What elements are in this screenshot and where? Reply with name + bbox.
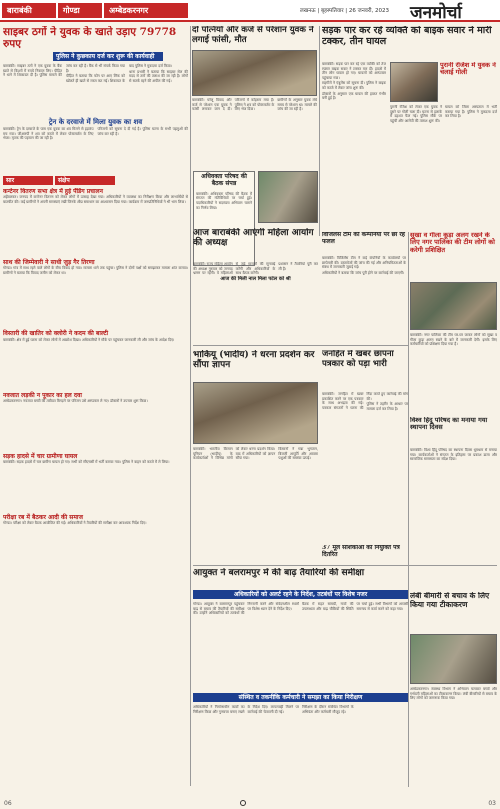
story-accident-headline: सड़क पार कर रहे व्यक्ति को बाइक सवार ने मारी टक्कर, तीन घायल xyxy=(322,26,492,47)
brief-1-title: कन्‍टेनर वितरण सभा क्षेत्र में हुई पेंडिंग प्रचालन xyxy=(3,188,103,195)
women-commission-sub xyxy=(193,276,318,282)
appointment-story xyxy=(322,545,408,567)
column-divider xyxy=(319,26,320,236)
lead-headline: साइबर ठगों ने युवक के खाते उड़ाए 79778 रुपए xyxy=(3,26,177,51)
waste-story xyxy=(410,232,497,282)
protest-body: बाराबंकी। भारतीय किसान यूनियन (भादीय) के कार्यकर्ताओं ने विभिन्न मांगों को लेकर धरना प्रदर्शन किया। बाद में अधिकारियों को ज्ञापन सौंपा गया। किसानों ने गन्ना भुगतान, बिजली आपूर्ति और आवारा पशुओं की समस्या उठाई। xyxy=(193,447,318,461)
row-divider xyxy=(193,565,497,566)
flood-review-headline: आयुक्त ने बलरामपुर में की बाढ़ तैयारियों की समीक्षा xyxy=(193,568,365,578)
vaccination-body: अम्बेडकरनगर। स्वास्थ्य विभाग ने अभियान चलाकर बच्चों और गर्भवती महिलाओं का टीकाकरण किया। लंबी बीमारियों से बचाव के लिए लोगों को जागरूक किया गया। xyxy=(410,687,497,701)
story-shooting xyxy=(440,62,497,102)
masthead xyxy=(0,0,500,22)
district-tab-ambedkarnagar[interactable]: अम्बेडकरनगर xyxy=(104,3,188,18)
waste-photo xyxy=(410,282,497,330)
page-number-right: 03 xyxy=(488,800,496,807)
brief-6-title: परीक्षा रब में बैठकर आदी की समाज xyxy=(3,513,83,521)
brief-2-title: साथ की जिम्मेवारी ने साधी जुड़ गैर तिरणा xyxy=(3,259,95,267)
journalist-headline: जनहित में खबर छापना पत्रकार को पड़ा भारी xyxy=(322,350,394,369)
waste-headline: सूखा व गीला कूड़ा अलग रखने के लिए नगर पालिका की टीम लोगों को करेगी प्रशिक्षित xyxy=(410,232,495,254)
brief-1-body: अहेंबलकर। जनपद में कन्टेनर वितरण को लेकर लोगों में उत्साह देखा गया। अधिकारियों ने व्यवस्था का निरीक्षण किया और लाभार्थियों से बातचीत की। कई ग्रामीणों ने अपनी समस्याएं रखीं जिनके शीघ्र समाधान का आश्वासन दिया गया। कार्यक्रम में जनप्रतिनिधियों ने भी भाग लिया। xyxy=(3,195,188,204)
row-divider xyxy=(193,345,408,346)
journalist-body: बाराबंकी। जनहित में खबर प्रकाशित करने पर एक पत्रकार के साथ अभद्रता की गई। पत्रकार संगठनों ने घटना की निंदा करते हुए कार्रवाई की मांग की। पुलिस ने तहरीर के आधार पर मामला दर्ज कर लिया है। xyxy=(322,392,408,411)
brief-3-title: विस्तारी की खातिर को क्लोरी ने कदम की बाल्टी xyxy=(3,330,109,338)
flood-review-inset-body: अधिकारियों ने निर्माणाधीन कार्यों का निरीक्षण किया और गुणवत्ता बनाए रखने के निर्देश दिए। लापरवाही मिलने पर कार्रवाई की चेतावनी दी गई। निरीक्षण के दौरान संबंधित विभागों के अभियंता और कर्मचारी मौजूद रहे। xyxy=(193,705,354,714)
lead-subhead: पुलिस ने कुछकाय दर्ज कर शुरू की कार्यवाही xyxy=(53,52,163,61)
page-number-left: 06 xyxy=(4,800,12,807)
story-suicide-photo xyxy=(192,50,317,96)
story-shooting-headline: पुरानी रंजिश में युवक ने चलाई गोली xyxy=(440,62,496,77)
protest-photo xyxy=(193,382,318,444)
vhp-headline: विश्व हिंदू परिषद का मनाया गया स्थापना दिवस xyxy=(410,417,488,432)
protest-headline: भाकियू (भादीय) ने धरना प्रदर्शन कर सौंपा ज्ञापन xyxy=(193,350,315,371)
briefs-bar-left: सार xyxy=(3,176,53,185)
vigilance-story xyxy=(322,232,406,256)
flood-review-subhead: अधिकारियों को अलर्ट रहने के निर्देश, तटबंधों पर विशेष नजर xyxy=(193,590,408,599)
brief-4-body: अम्बेडकरनगर। नवजात बच्ची की तबीयत बिगड़ने पर परिजन उसे अस्पताल ले गए। डॉक्टरों ने उपचार शुरू किया। xyxy=(3,398,148,403)
brief-2-body: गोण्डा। गांव में साथ रहने वाले लोगों के बीच विवाद हो गया। मामला थाने तक पहुंचा। पुलिस ने दोनों पक्षों को समझाकर मामला शांत कराया। ग्रामीणों ने बताया कि विवाद जमीन को लेकर था। xyxy=(3,266,188,275)
brief-3-body: बाराबंकी। क्षेत्र में हुई घटना को लेकर लोगों में आक्रोश दिखा। अधिकारियों ने मौके पर पहुंचकर जानकारी ली और जांच के आदेश दिए। xyxy=(3,337,175,342)
advocate-meeting-body: बाराबंकी। अधिवक्ता परिषद की बैठक में संगठन की गतिविधियों पर चर्चा हुई। पदाधिकारियों ने सदस्यता अभियान चलाने का निर्णय लिया। xyxy=(196,191,252,210)
lead-inset-body: बाराबंकी। ट्रेन के दरवाजे के पास एक युवक का शव मिलने से हड़कंप मच गया। जीआरपी ने शव को कब्जे में लेकर पोस्टमार्टम के लिए भेजा। मृतक की पहचान की जा रही है। परिजनों को सूचना दे दी गई है। पुलिस घटना के सभी पहलुओं की जांच कर रही है। xyxy=(3,127,188,141)
registration-mark-icon xyxy=(240,800,246,806)
district-tab-gonda[interactable]: गोण्डा xyxy=(58,3,102,18)
story-suicide-body: बाराबंकी। घरेलू विवाद और कर्ज से परेशान एक युवक ने फांसी लगाकर जान दे दी। परिजनों में कोहराम मचा है। पुलिस ने शव को पोस्टमार्टम के लिए भेज दिया। ग्रामीणों के अनुसार युवक लंबे समय से परेशान था। मामले की जांच की जा रही है। xyxy=(192,98,317,112)
column-divider xyxy=(408,232,409,787)
brief-5-title: सड़क हादसे में चार ग्रामीणा घायल xyxy=(3,452,78,460)
story-accident-body: बाराबंकी। सड़क पार कर रहे एक व्यक्ति को तेज रफ्तार बाइक सवार ने टक्कर मार दी। हादसे में तीन लोग घायल हो गए। घायलों को अस्पताल पहुंचाया गया। राहगीरों ने एंबुलेंस को सूचना दी। पुलिस ने बाइक को कब्जे में लेकर जांच शुरू की। डॉक्टरों के अनुसार एक घायल की हालत गंभीर बनी हुई है। xyxy=(322,62,386,101)
story-suicide-headline: दो पत्नियों और कर्ज से परेशान युवक ने लगाई फांसी, मौत xyxy=(192,26,314,45)
vaccination-photo xyxy=(410,634,497,684)
vaccination-headline: लंबी बीमारी से बचाव के लिए किया गया टीकाकरण xyxy=(410,592,490,609)
story-accident xyxy=(322,26,497,66)
dateline: लखनऊ | बृहस्पतिवार | 26 जनवरी, 2023 xyxy=(300,8,390,14)
waste-body: बाराबंकी। नगर पालिका की टीम घर-घर जाकर लोगों को सूखा व गीला कूड़ा अलग रखने के बारे में जानकारी देगी। इसके लिए कर्मचारियों को प्रशिक्षण दिया गया है। xyxy=(410,333,497,347)
vhp-body: बाराबंकी। विश्व हिंदू परिषद का स्थापना दिवस धूमधाम से मनाया गया। कार्यकर्ताओं ने संगठन के इतिहास पर प्रकाश डाला और सामाजिक समरसता का संदेश दिया। xyxy=(410,448,497,462)
women-commission-headline: आज बाराबंकी आएंगी महिला आयोग की अध्यक्ष xyxy=(193,228,314,249)
journalist-story xyxy=(322,350,408,390)
vhp-story xyxy=(410,417,497,447)
brief-4-title: नवजात लड़की न पूकार का हल दवा xyxy=(3,391,82,399)
lead-story xyxy=(3,26,188,171)
brief-5-body: बाराबंकी। सड़क हादसे में चार ग्रामीण घायल हो गए। सभी को सीएचसी में भर्ती कराया गया। पुलिस ने वाहन को कब्जे में ले लिया। xyxy=(3,459,170,464)
women-commission-body: बाराबंकी। राज्य महिला आयोग की अध्यक्ष गुरुवार को जनपद भ्रमण पर रहेंगी। वे महिलाओं से जुड़े मामलों की सुनवाई करेंगी और अधिकारियों के साथ बैठक करेंगी। प्रशासन ने तैयारियां पूरी कर ली हैं। xyxy=(193,262,318,276)
briefs-bar-right: संक्षेप xyxy=(55,176,115,185)
protest-story xyxy=(193,350,318,380)
vigilance-headline: विजिलेंस टीम की कम्पनियों पर छा रहे फलल xyxy=(322,232,405,245)
story-shooting-body: पुरानी रंजिश को लेकर एक युवक ने दूसरे पर गोली चला दी। घटना से इलाके में दहशत फैल गई। पुलिस मौके पर पहुंची और आरोपी की तलाश शुरू की। घायल को जिला अस्पताल में भर्ती कराया गया है। पुलिस ने मुकदमा दर्ज कर लिया है। xyxy=(390,105,497,123)
lead-inset-headline: ट्रेन के दरवाजे में मिला युवक का शव xyxy=(48,117,143,127)
column-divider xyxy=(190,26,191,786)
district-tab-barabanki[interactable]: बाराबंकी xyxy=(2,3,56,18)
brief-6-body: गोण्डा। परीक्षा को लेकर बैठक आयोजित की गई। अधिकारियों ने तैयारियों की समीक्षा कर आवश्यक निर्देश दिए। xyxy=(3,521,147,526)
lead-body: बाराबंकी। साइबर ठगों ने एक युवक के बैंक खाते से किश्तों में रुपये निकाल लिए। पीड़ित ने थाने में शिकायत दी है। पुलिस मामले की जांच कर रही है। बैंक से भी संपर्क किया गया है। पीड़ित ने बताया कि फोन पर आए लिंक को खोलते ही खाते से रकम कट गई। शिकायत के बाद पुलिस ने मुकदमा दर्ज किया। थाना प्रभारी ने बताया कि साइबर सेल की मदद से ठगों की तलाश की जा रही है। लोगों से सतर्क रहने की अपील की गई। xyxy=(3,64,188,83)
advocate-meeting-headline: अधिवक्ता परिषद की बैठक संपन्न xyxy=(201,173,247,187)
vaccination-story xyxy=(410,592,497,632)
flood-review-inset: संस्थित व तकनीकि कर्मचारी ने समझा का किया निरीक्षण xyxy=(193,693,408,702)
appointment-headline: 37 मूल संशिकाओं को नियुक्ति पत्र दितरित xyxy=(322,545,400,558)
briefs-column xyxy=(3,188,188,788)
story-accident-photo xyxy=(390,62,438,102)
meeting-photo xyxy=(258,171,318,223)
vigilance-body: बाराबंकी। विजिलेंस टीम ने कई कंपनियों के कार्यालयों पर छापेमारी की। दस्तावेजों की जांच की गई और अनियमितताओं के संबंध में जानकारी जुटाई गई। अधिकारियों ने बताया कि जांच पूरी होने पर कार्रवाई की जाएगी। xyxy=(322,256,406,275)
flood-review-body: गोण्डा। आयुक्त ने बलरामपुर पहुंचकर बाढ़ से बचाव की तैयारियों की समीक्षा की। उन्होंने अधिकारियों को तटबंधों की निगरानी करने और संवेदनशील स्थलों पर विशेष ध्यान देने के निर्देश दिए। बैठक में राहत सामग्री, नावों की उपलब्धता और बाढ़ चौकियों की स्थिति पर चर्चा हुई। सभी विभागों को आपसी समन्वय से कार्य करने को कहा गया। xyxy=(193,602,408,616)
newspaper-logo: जनमोर्चा xyxy=(410,3,462,23)
flood-review-story xyxy=(193,568,408,588)
women-commission-subhead: आज की मिली नाल मिला पटेल को श्री xyxy=(220,276,291,282)
